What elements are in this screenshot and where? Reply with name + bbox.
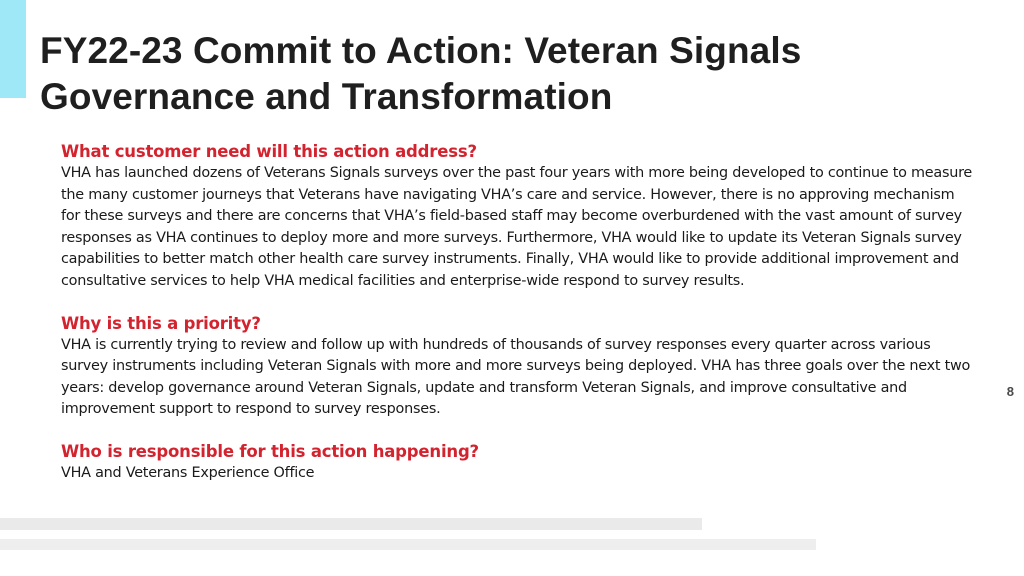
section-responsibility bbox=[61, 441, 976, 485]
section-heading: Who is responsible for this action happening? bbox=[61, 441, 479, 461]
section-priority bbox=[61, 313, 976, 421]
slide-content bbox=[61, 141, 976, 485]
section-body: VHA and Veterans Experience Office bbox=[61, 464, 315, 481]
section-customer-need bbox=[61, 141, 976, 293]
slide-title: FY22-23 Commit to Action: Veteran Signals Governance and Transformation bbox=[40, 30, 802, 117]
section-body: VHA is currently trying to review and follow up with hundreds of thousands of survey responses every quarter across various survey instruments including Veteran Signals with more and more surveys being deployed. VHA has three goals over the next two years: develop governance around Veteran Signals, update and transform Veteran Signals, and improve consultative and improvement support to respond to survey responses. bbox=[61, 336, 971, 418]
section-heading: What customer need will this action address? bbox=[61, 142, 477, 161]
footer-band bbox=[0, 518, 702, 530]
section-body: VHA has launched dozens of Veterans Signals surveys over the past four years with more being developed to continue to measure the many customer journeys that Veterans have navigating VHA’s care and service. However, there is no approving mechanism for these surveys and there are concerns that VHA’s field-based staff may become overburdened with the vast amount of survey responses as VHA continues to deploy more and more surveys. Furthermore, VHA would like to update its Veteran Signals survey capabilities to better match other health care survey instruments. Finally, VHA would like to provide additional improvement and consultative services to help VHA medical facilities and enterprise-wide respond to survey results. bbox=[61, 165, 973, 289]
accent-bar bbox=[0, 0, 26, 98]
footer-band bbox=[0, 539, 816, 550]
section-heading: Why is this a priority? bbox=[61, 313, 261, 333]
page-number: 8 bbox=[1006, 384, 1014, 399]
